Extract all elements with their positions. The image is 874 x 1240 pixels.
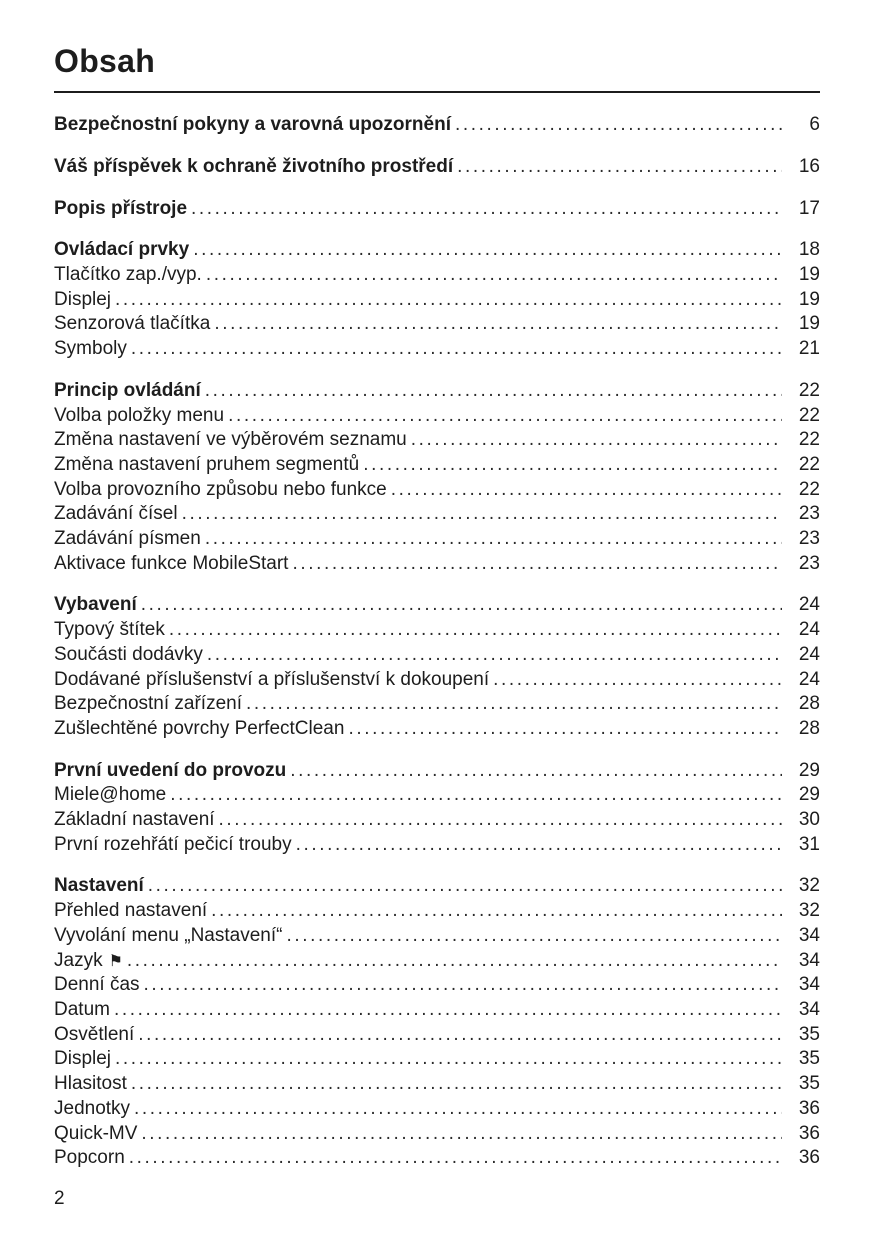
toc-entry-page-number: 36 <box>798 1122 820 1144</box>
toc-entry <box>54 924 820 949</box>
toc-entry <box>54 337 820 362</box>
toc-entry-label: Váš příspěvek k ochraně životního prostředí <box>54 155 454 177</box>
title-rule <box>54 91 820 93</box>
dot-leader <box>115 288 782 313</box>
dot-leader <box>191 197 782 222</box>
toc-entry <box>54 692 820 717</box>
toc-entry <box>54 263 820 288</box>
toc-entry <box>54 643 820 668</box>
toc-entry-page-number: 6 <box>809 114 820 136</box>
toc-entry-label: Typový štítek <box>54 619 165 641</box>
toc-entry <box>54 783 820 808</box>
toc-entry-page-number: 34 <box>798 998 820 1020</box>
toc-entry <box>54 808 820 833</box>
toc-entry-label: Datum <box>54 998 110 1020</box>
toc-entry <box>54 759 820 784</box>
dot-leader <box>127 949 782 974</box>
toc-entry-label: Osvětlení <box>54 1023 135 1045</box>
table-of-contents <box>54 113 820 1171</box>
toc-entry-page-number: 35 <box>798 1048 820 1070</box>
dot-leader <box>228 404 782 429</box>
toc-entry-page-number: 34 <box>798 924 820 946</box>
toc-entry-page-number: 16 <box>798 155 820 177</box>
toc-entry-label: Nastavení <box>54 875 144 897</box>
toc-entry-page-number: 29 <box>798 759 820 781</box>
dot-leader <box>131 1072 782 1097</box>
toc-entry <box>54 527 820 552</box>
toc-entry-page-number: 18 <box>798 239 820 261</box>
toc-group <box>54 113 820 138</box>
toc-entry-label: Zadávání písmen <box>54 528 201 550</box>
toc-entry <box>54 552 820 577</box>
toc-entry-label: Vyvolání menu „Nastavení“ <box>54 924 283 946</box>
toc-entry <box>54 949 820 974</box>
dot-leader <box>348 717 782 742</box>
toc-entry <box>54 618 820 643</box>
toc-entry <box>54 1072 820 1097</box>
toc-entry <box>54 998 820 1023</box>
toc-entry <box>54 1122 820 1147</box>
toc-entry <box>54 312 820 337</box>
toc-entry-label: Aktivace funkce MobileStart <box>54 552 289 574</box>
dot-leader <box>292 552 782 577</box>
toc-group <box>54 155 820 180</box>
toc-entry-label: Displej <box>54 1048 112 1070</box>
toc-entry-label: Dodávané příslušenství a příslušenství k dokoupení <box>54 668 490 690</box>
dot-leader <box>207 643 782 668</box>
toc-entry-label: Přehled nastavení <box>54 900 208 922</box>
toc-entry-page-number: 24 <box>798 643 820 665</box>
toc-entry-page-number: 28 <box>798 717 820 739</box>
dot-leader <box>141 593 782 618</box>
toc-entry <box>54 453 820 478</box>
dot-leader <box>363 453 782 478</box>
toc-entry-page-number: 24 <box>798 668 820 690</box>
toc-entry-label: Volba provozního způsobu nebo funkce <box>54 478 387 500</box>
toc-entry <box>54 113 820 138</box>
toc-group <box>54 593 820 741</box>
toc-entry <box>54 593 820 618</box>
toc-entry-page-number: 22 <box>798 478 820 500</box>
toc-entry-label: Princip ovládání <box>54 379 201 401</box>
toc-entry-page-number: 23 <box>798 552 820 574</box>
toc-entry-label: Zušlechtěné povrchy PerfectClean <box>54 717 345 739</box>
toc-entry-page-number: 30 <box>798 809 820 831</box>
toc-entry-page-number: 36 <box>798 1097 820 1119</box>
dot-leader <box>296 833 782 858</box>
dot-leader <box>211 899 782 924</box>
toc-entry-page-number: 23 <box>798 528 820 550</box>
toc-entry-label: Quick-MV <box>54 1122 138 1144</box>
dot-leader <box>193 238 782 263</box>
dot-leader <box>286 924 782 949</box>
toc-entry <box>54 197 820 222</box>
dot-leader <box>129 1146 782 1171</box>
dot-leader <box>131 337 782 362</box>
toc-entry-page-number: 35 <box>798 1073 820 1095</box>
dot-leader <box>219 808 782 833</box>
toc-entry-label: Jednotky <box>54 1097 131 1119</box>
dot-leader <box>391 478 782 503</box>
toc-entry <box>54 833 820 858</box>
dot-leader <box>141 1122 782 1147</box>
toc-entry-label: Ovládací prvky <box>54 239 190 261</box>
toc-entry-page-number: 36 <box>798 1147 820 1169</box>
toc-entry-label: Tlačítko zap./vyp. <box>54 264 202 285</box>
toc-entry <box>54 502 820 527</box>
dot-leader <box>411 428 782 453</box>
toc-entry-label: Hlasitost <box>54 1073 127 1095</box>
toc-entry-label: První uvedení do provozu <box>54 759 287 781</box>
toc-entry-page-number: 22 <box>798 429 820 451</box>
toc-entry-label: Jazyk <box>54 949 103 971</box>
toc-entry <box>54 379 820 404</box>
toc-entry-page-number: 17 <box>798 197 820 219</box>
toc-entry-page-number: 28 <box>798 693 820 715</box>
toc-entry-label: Bezpečnostní pokyny a varovná upozornění <box>54 114 451 136</box>
toc-entry-page-number: 34 <box>798 974 820 996</box>
dot-leader <box>170 783 782 808</box>
toc-entry <box>54 717 820 742</box>
toc-entry-label: Senzorová tlačítka <box>54 313 211 335</box>
dot-leader <box>138 1023 782 1048</box>
toc-group <box>54 759 820 858</box>
toc-entry-label: Popis přístroje <box>54 197 188 219</box>
page-number: 2 <box>54 1187 65 1209</box>
toc-entry-page-number: 19 <box>798 313 820 335</box>
toc-entry-page-number: 24 <box>798 594 820 616</box>
toc-entry <box>54 155 820 180</box>
toc-entry-page-number: 19 <box>798 288 820 310</box>
toc-entry-label: Součásti dodávky <box>54 643 203 665</box>
toc-entry <box>54 1146 820 1171</box>
toc-entry-label: Základní nastavení <box>54 809 215 831</box>
toc-entry <box>54 404 820 429</box>
toc-entry <box>54 288 820 313</box>
toc-entry-label: Miele@home <box>54 784 167 806</box>
dot-leader <box>148 874 782 899</box>
dot-leader <box>182 502 782 527</box>
dot-leader <box>144 973 782 998</box>
dot-leader <box>134 1097 782 1122</box>
toc-group <box>54 238 820 362</box>
toc-entry-page-number: 29 <box>798 784 820 806</box>
toc-group <box>54 379 820 577</box>
toc-entry-page-number: 35 <box>798 1023 820 1045</box>
toc-entry <box>54 428 820 453</box>
dot-leader <box>290 759 782 784</box>
toc-group <box>54 874 820 1170</box>
toc-entry <box>54 1097 820 1122</box>
dot-leader <box>455 113 782 138</box>
toc-entry <box>54 874 820 899</box>
dot-leader <box>457 155 782 180</box>
toc-entry-label: Bezpečnostní zařízení <box>54 693 242 715</box>
dot-leader <box>493 668 782 693</box>
toc-entry-page-number: 19 <box>798 264 820 285</box>
toc-entry <box>54 668 820 693</box>
toc-entry-page-number: 21 <box>798 338 820 360</box>
toc-entry-page-number: 31 <box>798 833 820 855</box>
toc-entry <box>54 238 820 263</box>
toc-entry-label: Displej <box>54 288 112 310</box>
toc-entry-label: Denní čas <box>54 974 140 996</box>
toc-entry <box>54 1047 820 1072</box>
flag-icon: ⚑ <box>108 950 123 970</box>
toc-entry-label: Volba položky menu <box>54 404 225 426</box>
dot-leader <box>205 379 782 404</box>
toc-entry-page-number: 32 <box>798 900 820 922</box>
toc-entry <box>54 973 820 998</box>
toc-entry-label: Popcorn <box>54 1147 125 1169</box>
toc-entry-page-number: 22 <box>798 453 820 475</box>
dot-leader <box>169 618 782 643</box>
toc-entry <box>54 478 820 503</box>
dot-leader <box>115 1047 782 1072</box>
dot-leader <box>205 527 782 552</box>
toc-entry-page-number: 32 <box>798 875 820 897</box>
toc-entry-label: Zadávání čísel <box>54 503 178 525</box>
toc-entry-label: Změna nastavení ve výběrovém seznamu <box>54 429 407 451</box>
dot-leader <box>246 692 782 717</box>
toc-entry-label: Vybavení <box>54 594 137 616</box>
toc-entry-page-number: 34 <box>798 949 820 971</box>
toc-entry-page-number: 22 <box>798 404 820 426</box>
toc-entry-page-number: 24 <box>798 619 820 641</box>
dot-leader <box>114 998 782 1023</box>
dot-leader <box>206 263 782 288</box>
toc-entry-label: Změna nastavení pruhem segmentů <box>54 453 360 475</box>
toc-group <box>54 197 820 222</box>
toc-entry-label: První rozehřátí pečicí trouby <box>54 833 292 855</box>
toc-entry <box>54 1023 820 1048</box>
toc-entry-page-number: 22 <box>798 379 820 401</box>
toc-entry-page-number: 23 <box>798 503 820 525</box>
page-title: Obsah <box>54 43 156 79</box>
toc-entry-label: Symboly <box>54 338 127 360</box>
dot-leader <box>214 312 782 337</box>
toc-entry <box>54 899 820 924</box>
